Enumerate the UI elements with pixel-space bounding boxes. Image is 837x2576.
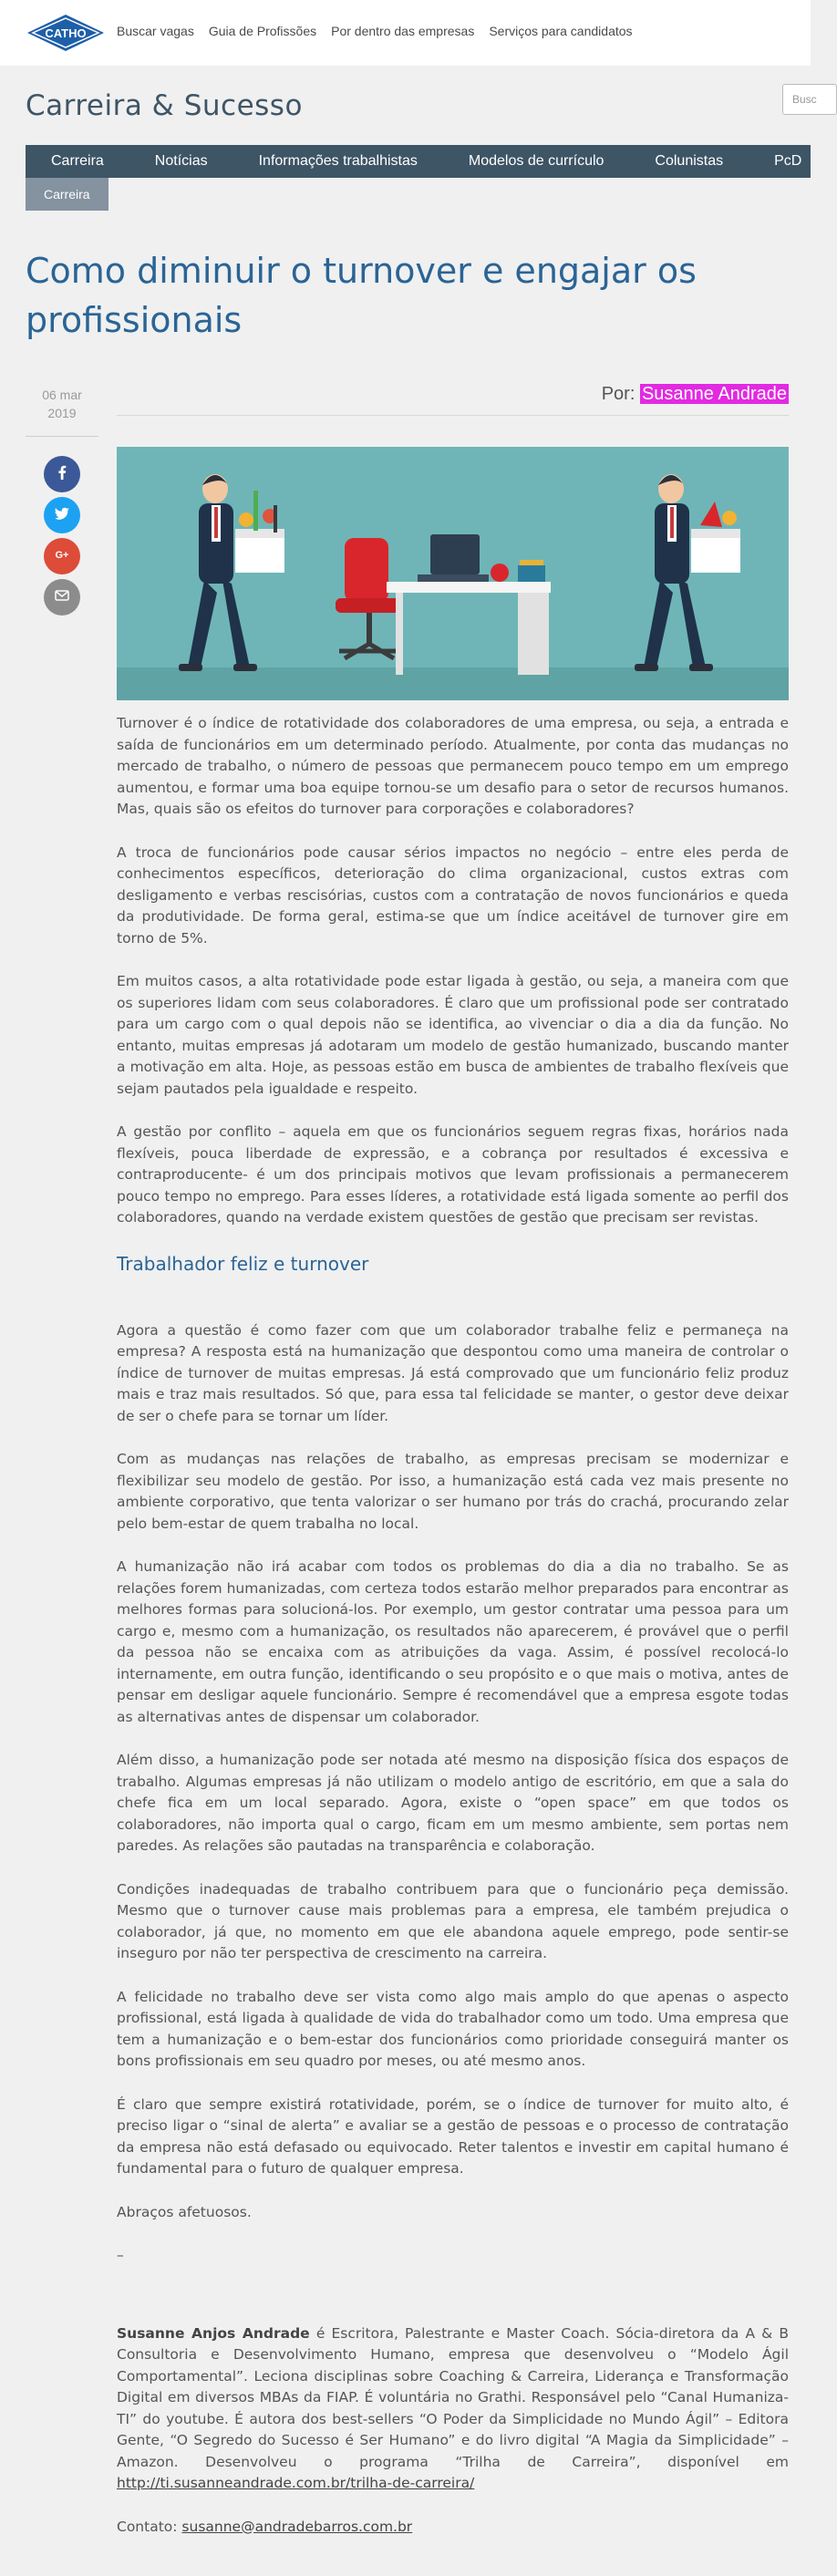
main-nav — [26, 145, 811, 178]
author-link[interactable]: Susanne Andrade — [641, 384, 787, 404]
top-nav-buscar-vagas[interactable]: Buscar vagas — [117, 24, 194, 38]
nav-item-noticias[interactable]: Notícias — [154, 153, 208, 169]
logo-text: CATHO — [45, 26, 87, 40]
sub-nav-item-carreira[interactable]: Carreira — [26, 178, 108, 211]
nav-item-pcd[interactable]: PcD — [774, 153, 802, 169]
nav-item-carreira[interactable]: Carreira — [51, 153, 104, 169]
paragraph: Turnover é o índice de rotatividade dos colaboradores de uma empresa, ou seja, a entrada e saída de funcionários em um determinado período. Atualmente, por conta das mudanças no mercado de trabalho, o número de pessoas que permanecem pouco tempo em um emprego aumentou, e formar uma boa equipe tornou-se um desafio para o setor de recursos humanos. Mas, quais são os efeitos do turnover para corporações e colaboradores? — [117, 715, 789, 817]
paragraph: A felicidade no trabalho deve ser vista como algo mais amplo do que apenas o aspecto profissional, está ligada à qualidade de vida do trabalhador como um todo. Uma empresa que tem a humanização e o bem-estar dos funcionários como prioridade conseguirá manter os bons profissionais em seu quadro por meses, ou até mesmo anos. — [117, 1988, 789, 2069]
svg-text:G+: G+ — [55, 549, 69, 561]
article-title: Como diminuir o turnover e engajar os profissionais — [26, 251, 697, 340]
top-nav — [117, 24, 633, 38]
author-bio-name: Susanne Anjos Andrade — [117, 2324, 310, 2342]
author-contact — [117, 2517, 789, 2539]
share-email-button[interactable] — [44, 579, 80, 616]
byline — [602, 384, 789, 405]
twitter-icon — [53, 504, 71, 527]
closing-line: Abraços afetuosos. — [117, 2203, 252, 2220]
nav-item-informacoes-trabalhistas[interactable]: Informações trabalhistas — [258, 153, 418, 169]
paragraph: É claro que sempre existirá rotatividade, porém, se o índice de turnover for muito alto, é preciso ligar o “sinal de alerta” e avaliar se a gestão de pessoas e o processo de contratação da empresa não está defasado ou equivocado. Reter talentos e investir em capital humano é fundamental para o futuro de qualquer empresa. — [117, 2095, 789, 2177]
publish-date-day: 06 mar — [42, 388, 82, 402]
separator-dash: – — [117, 2247, 124, 2263]
nav-item-colunistas[interactable]: Colunistas — [655, 153, 724, 169]
paragraph: A humanização não irá acabar com todos os problemas do dia a dia no trabalho. Se as relações forem humanizadas, com certeza todos estarão melhor preparados para encontrar as melhores formas para solucioná-los. Por exemplo, um gestor contratar uma pessoa para um cargo e, mesmo com a humanização, os resultados não aparecerem, é provável que o perfil da pessoa não se encaixa com as atribuições da vaga. Assim, é possível recolocá-lo internamente, em outra função, identificando o seu propósito e o que mais o motiva, antes de pensar em desligar aquele funcionário. Sempre é recomendável que a empresa esgote todas as alternativas antes de dispensar um colaborador. — [117, 1558, 789, 1725]
top-nav-servicos-candidatos[interactable]: Serviços para candidatos — [489, 24, 633, 38]
publish-date — [26, 386, 98, 422]
search-input[interactable]: Busc — [782, 84, 837, 115]
email-icon — [53, 586, 71, 609]
date-divider — [26, 436, 98, 437]
share-twitter-button[interactable] — [44, 497, 80, 533]
author-bio — [117, 2323, 789, 2495]
paragraph: Agora a questão é como fazer com que um colaborador trabalhe feliz e permaneça na empresa? A resposta está na humanização que despontou como uma maneira de controlar o índice de turnover de muitas empresas. Já está comprovado que um funcionário feliz produz mais e traz mais resultados. Só que, para essa tal felicidade se manter, o gestor deve deixar de ser o chefe para se tornar um líder. — [117, 1321, 789, 1424]
publish-date-year: 2019 — [47, 406, 77, 420]
google-plus-icon — [53, 545, 71, 568]
catho-logo[interactable] — [26, 13, 106, 53]
top-nav-por-dentro-empresas[interactable]: Por dentro das empresas — [331, 24, 475, 38]
contact-label: Contato: — [117, 2518, 182, 2535]
paragraph: A gestão por conflito – aquela em que os funcionários seguem regras fixas, horários nada flexíveis, pouca liberdade de expressão, e a cobrança por resultados é excessiva e contraproducente- é um dos principais motivos que levam profissionais a permanecerem pouco tempo no emprego. Para esses líderes, a rotatividade está ligada somente ao perfil dos colaboradores, quando na verdade existem questões de gestão que precisam ser revistas. — [117, 1123, 789, 1226]
paragraph: Além disso, a humanização pode ser notada até mesmo na disposição física dos espaços de trabalho. Algumas empresas já não utilizam o modelo antigo de escritório, em que a sala do chefe fica em um local separado. Agora, existe o “open space” em que todos os colaboradores, não importa qual o cargo, ficam em um mesmo ambiente, sem portas nem paredes. As relações são pautadas na transparência e colaboração. — [117, 1752, 789, 1854]
section-heading: Trabalhador feliz e turnover — [117, 1252, 369, 1275]
article-body — [117, 713, 789, 2560]
author-bio-text: é Escritora, Palestrante e Master Coach. Sócia-diretora da A & B Consultoria e Desenvolvimento Humano, empresa que desenvolveu o “Modelo Ágil Comportamental”. Leciona disciplinas sobre Coaching & Carreira, Liderança e Transformação Digital em diversos MBAs da FIAP. É voluntária no Grathi. Responsável pelo “Canal Humaniza-TI” do youtube. É autora dos best-sellers “O Poder da Simplicidade no Mundo Ágil” – Editora Gente, “O Segredo do Sucesso é Ser Humano” e do livro digital “A Magia da Simplicidade” – Amazon. Desenvolveu o programa “Trilha de Carreira”, disponível em — [117, 2324, 789, 2470]
byline-divider — [117, 415, 789, 416]
paragraph: Com as mudanças nas relações de trabalho, as empresas precisam se modernizar e flexibilizar seu modelo de gestão. Por isso, a humanização está cada vez mais presente no ambiente corporativo, que tenta valorizar o ser humano por trás do crachá, procurando zelar pelo bem-estar de quem trabalha no local. — [117, 1451, 789, 1532]
paragraph: Em muitos casos, a alta rotatividade pode estar ligada à gestão, ou seja, a maneira com que os superiores lidam com seus colaboradores. É claro que um profissional pode ser contratado para um cargo com o qual depois não se identifica, ao vivenciar o dia a dia da função. No entanto, muitas empresas já adotaram um modelo de gestão humanizado, buscando manter a motivação em alta. Hoje, as pessoas estão em busca de ambientes de trabalho flexíveis que sejam pautados pela igualdade e respeito. — [117, 973, 789, 1097]
share-google-plus-button[interactable] — [44, 538, 80, 574]
paragraph: A troca de funcionários pode causar sérios impactos no negócio – entre eles perda de conhecimentos específicos, deterioração do clima organizacional, custos extras com desligamento e verbas rescisórias, custos com a contratação de novos funcionários e queda da produtividade. De forma geral, estima-se que um índice aceitável de turnover gire em torno de 5%. — [117, 843, 789, 947]
share-facebook-button[interactable] — [44, 456, 80, 492]
trilha-carreira-link[interactable]: http://ti.susanneandrade.com.br/trilha-de-carreira/ — [117, 2475, 475, 2491]
nav-item-modelos-curriculo[interactable]: Modelos de currículo — [468, 153, 604, 169]
sub-nav — [26, 178, 108, 211]
top-nav-guia-profissoes[interactable]: Guia de Profissões — [208, 24, 317, 38]
facebook-icon — [53, 463, 71, 486]
contact-email-link[interactable]: susanne@andradebarros.com.br — [181, 2518, 413, 2535]
article-hero-illustration — [117, 447, 789, 700]
top-bar — [0, 0, 811, 66]
site-brand-title[interactable]: Carreira & Sucesso — [26, 89, 303, 122]
byline-prefix: Por: — [601, 384, 636, 404]
paragraph: Condições inadequadas de trabalho contribuem para que o funcionário peça demissão. Mesmo que o turnover cause mais problemas para a empresa, ele também prejudica o colaborador, já que, no momento em que ele abandona aquele emprego, pode sentir-se inseguro por não ter perspectiva de crescimento na carreira. — [117, 1880, 789, 1961]
